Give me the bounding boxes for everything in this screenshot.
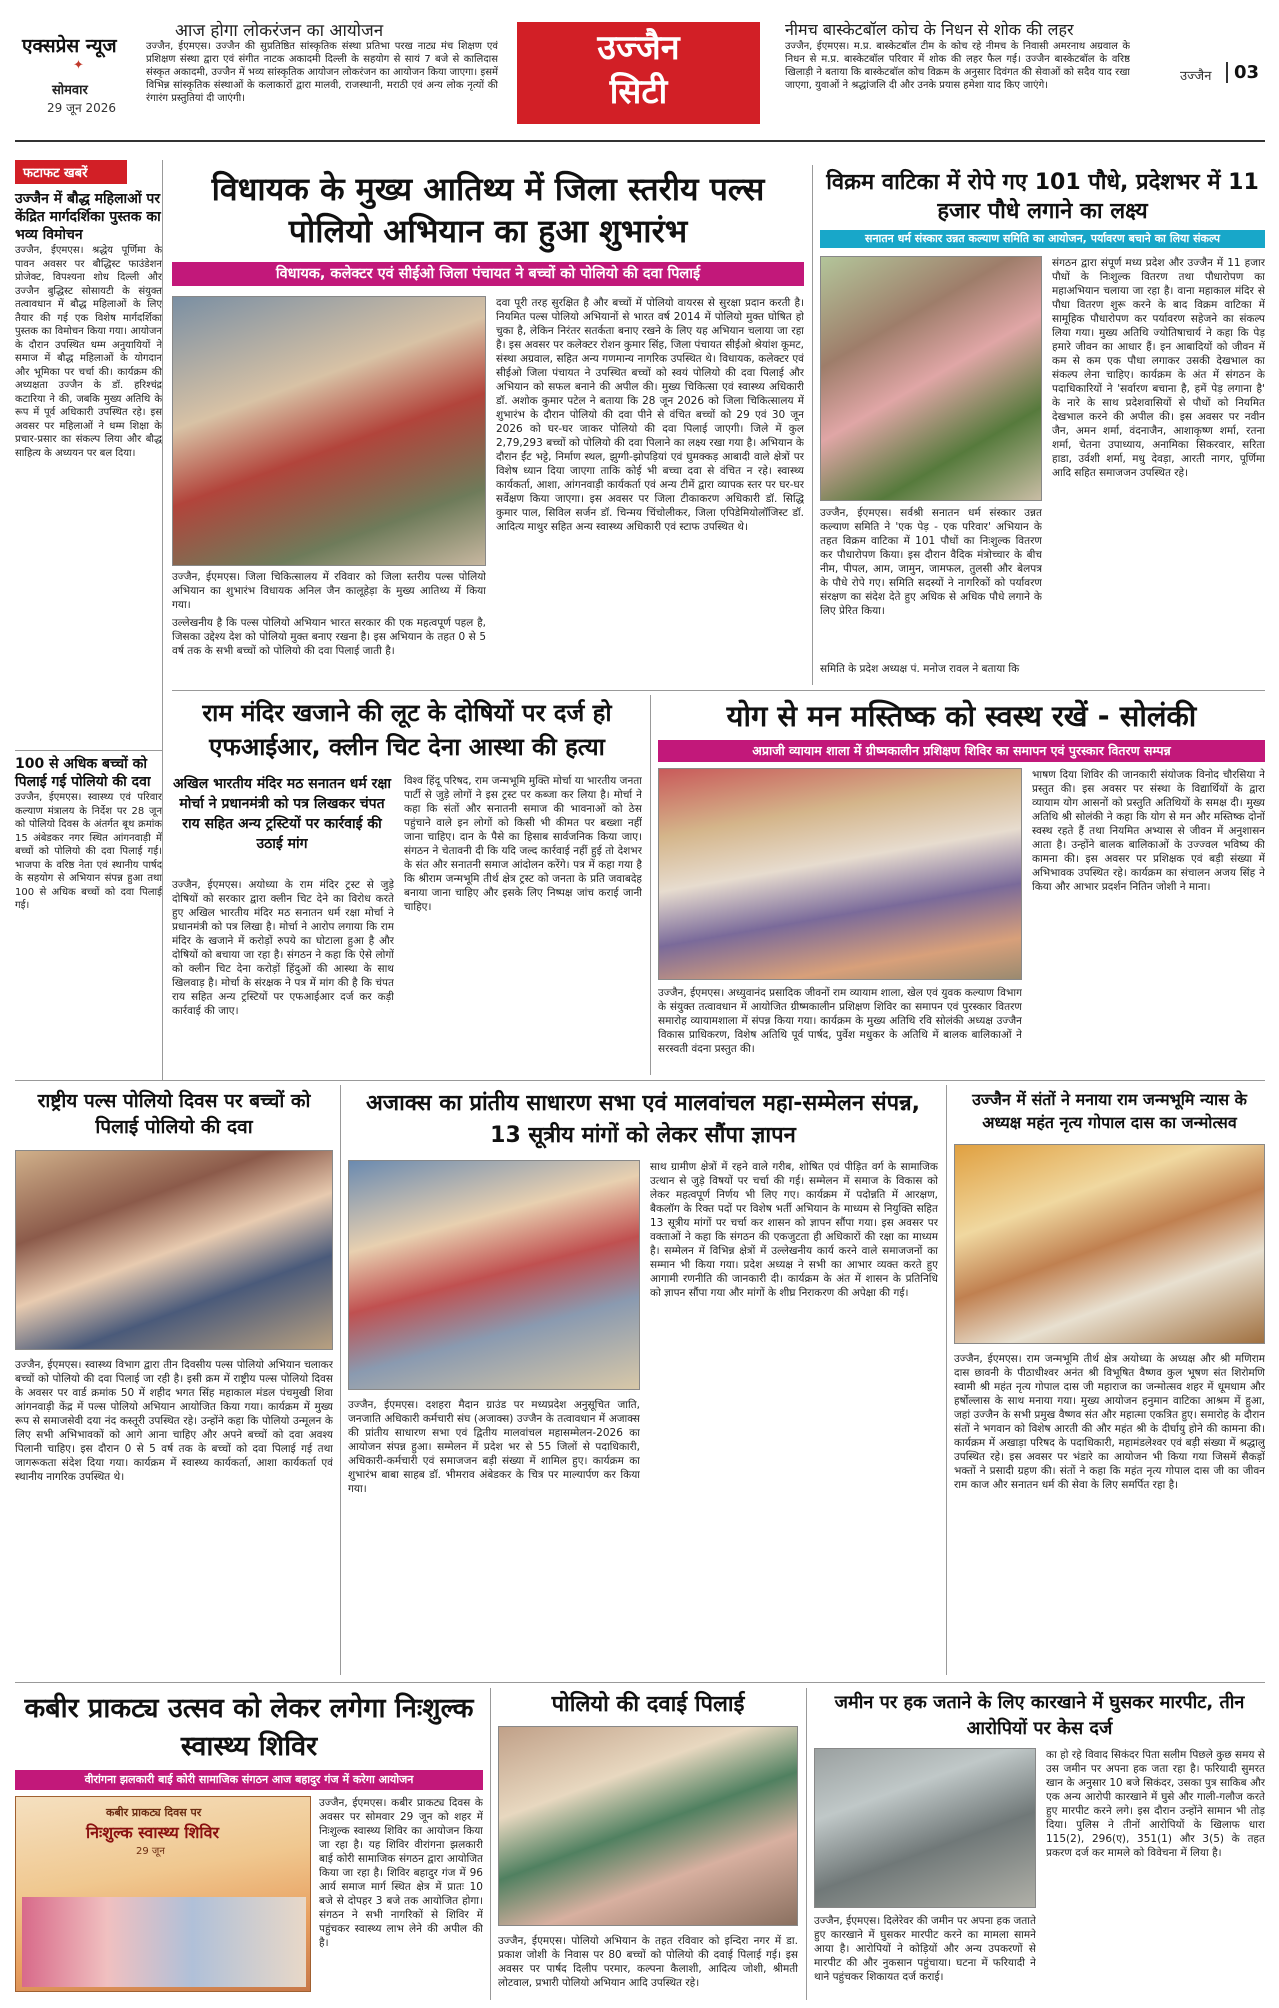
sidebar-story1-text: उज्जैन, ईएमएस। श्रद्धेय पूर्णिमा के पावन अवसर पर बौद्धिस्ट फाउंडेशन प्रोजेक्ट, विपश्यना शोध दिल्ली और उज्जैन बुद्धिस्ट सोसायटी के संयुक्त तत्वावधान में बौद्ध महिलाओं के लिए तैयार की गई एक विशेष मार्गदर्शिका पुस्तक का विमोचन किया गया। आयोजन के दौरान उपस्थित धम्म अनुयायियों ने समाज में बौद्ध महिलाओं के योगदान और भूमिका पर चर्चा की। कार्यक्रम की अध्यक्षता उज्जैन के डॉ. हरिश्चंद्र कटारिया ने की, जबकि मुख्य अतिथि के रूप में पूर्व अधिकारी उपस्थित रहे। इस अवसर पर महिलाओं ने धम्म शिक्षा के प्रचार-प्रसार का संकल्प लिया और बौद्ध साहित्य के अध्ययन पर बल दिया। — [15, 245, 162, 459]
sidebar-story1-title: उज्जैन में बौद्ध महिलाओं पर केंद्रित मार्गदर्शिका पुस्तक का भव्य विमोचन — [15, 191, 161, 243]
story-nritya-photo — [954, 1144, 1265, 1344]
kabir-banner-date: 29 जून — [136, 1846, 165, 1857]
story-ram-text-left: उज्जैन, ईएमएस। अयोध्या के राम मंदिर ट्रस्ट से जुड़े दोषियों को सरकार द्वारा क्लीन चिट देने का विरोध करते हुए अखिल भारतीय मंदिर मठ सनातन धर्म रक्षा मोर्चा ने प्रधानमंत्री को पत्र लिखा है। मोर्चा ने आरोप लगाया कि राम मंदिर के खजाने में करोड़ों रुपये का घोटाला हुआ है और दोषियों को बचाया जा रहा है। संगठन ने कहा कि ऐसे लोगों को क्लीन चिट देना करोड़ों हिंदुओं की आस्था के साथ खिलवाड़ है। मोर्चा के संरक्षक ने पत्र में मांग की है कि चंपत राय सहित अन्य ट्रस्टियों पर एफआईआर दर्ज कर कड़ी कार्रवाई की जाए। — [172, 879, 394, 1017]
story-yoga — [658, 696, 1265, 1076]
row-divider — [15, 1080, 1265, 1081]
story-land-text-right: का हो रहे विवाद सिकंदर पिता सलीम पिछले कुछ समय से उस जमीन पर अपना हक जता रहा है। फरियादी सुमरत खान के अनुसार 10 बजे सिकंदर, उसका पुत्र साकिब और एक अन्य आरोपी कारखाने में घुसे और गाली-गलौज करते हुए मारपीट करने लगे। इस दौरान उन्होंने सामान भी तोड़ दिया। पुलिस ने तीनों आरोपियों के खिलाफ धारा 115(2), 296(ए), 351(1) और 3(5) के तहत प्रकरण दर्ज कर मामले को विवेचना में लिया है। — [1046, 1749, 1265, 1859]
story-vatika-text-right: संगठन द्वारा संपूर्ण मध्य प्रदेश और उज्जैन में 11 हजार पौधों के निःशुल्क वितरण तथा पौधारोपण का महाअभियान चलाया जा रहा है। वाना महाकाल मंदिर से पौधा वितरण शुरू करने के बाद विक्रम वाटिका में सामूहिक पौधारोपण कर पर्यावरण सहेजने का संकल्प लिया गया। मुख्य अतिथि ज्योतिषाचार्य ने कहा कि पेड़ हमारे जीवन का आधार हैं। इन आबादियों को जीवन में कम से कम एक पौधा लगाकर उसकी देखभाल का संकल्प लेना चाहिए। कार्यक्रम के अंत में संगठन के पदाधिकारियों ने 'सर्वारण बचाना है, हमें पेड़ लगाना है' के नारे के साथ प्रदेशवासियों से पौधों को नियमित देखभाल करने की अपील की। इस अवसर पर नवीन जैन, अमन शर्मा, वंदनाजैन, आशाकृष्ण शर्मा, रतना शर्मा, चेतना उपाध्याय, अनामिका सिकरवार, सरिता हाडा, उर्वशी शर्मा, मधु देवड़ा, आरती नागर, पूर्णिमा आदि सहित समाजजन उपस्थित रहे। — [1052, 257, 1265, 479]
story-pulse-headline: राष्ट्रीय पल्स पोलियो दिवस पर बच्चों को पिलाई पोलियो की दवा — [37, 1090, 311, 1138]
story-drops — [498, 1690, 798, 2000]
row-divider — [15, 1682, 1265, 1683]
column-divider — [806, 1688, 807, 2000]
brand-star-icon: ✦ — [73, 58, 84, 73]
sidebar-tag: फटाफट खबरें — [15, 160, 127, 184]
story-drops-caption: उज्जैन, ईएमएस। पोलियो अभियान के तहत रविवार को इन्दिरा नगर में डा. प्रकाश जोशी के निवास पर 80 बच्चों को पोलियो की दवाई पिलाई गई। इस अवसर पर पार्षद दिलीप परमार, कल्पना कैलाशी, आदित्य जोशी, श्रीमती लोटवाल, प्रभारी पोलियो अभियान आदि उपस्थित रहे। — [498, 1935, 798, 1989]
story-vatika-caption2: समिति के प्रदेश अध्यक्ष पं. मनोज रावल ने बताया कि — [820, 663, 1020, 675]
story-land — [814, 1690, 1265, 2000]
page-number: 03 — [1226, 62, 1259, 83]
story-kabir-subhead: वीरांगना झलकारी बाई कोरी सामाजिक संगठन आज बहादुर गंज में करेगा आयोजन — [15, 1770, 483, 1790]
column-divider — [490, 1688, 491, 2000]
story-ram-headline: राम मंदिर खजाने की लूट के दोषियों पर दर्ज हो एफआईआर, क्लीन चिट देना आस्था की हत्या — [202, 699, 612, 761]
story-yoga-text-right: भाषण दिया शिविर की जानकारी संयोजक विनोद चौरसिया ने प्रस्तुत की। इस अवसर पर संस्था के विद्यार्थियों के द्वारा व्यायाम योग आसनों को प्रस्तुति अतिथियों के समक्ष दी। मुख्य अतिथि श्री सोलंकी ने कहा कि योग से मन और मस्तिष्क दोनों स्वस्थ रहते हैं तथा नियमित अभ्यास से जीवन में अनुशासन आता है। उन्होंने बालक बालिकाओं के उज्ज्वल भविष्य की कामना की। इस अवसर पर प्रशिक्षक एवं बड़ी संख्या में अभिभावक उपस्थित रहे। कार्यक्रम का संचालन अजय सिंह ने किया और आभार प्रदर्शन नितिन जोशी ने माना। — [1032, 769, 1265, 893]
kabir-banner-line: निःशुल्क स्वास्थ्य शिविर — [86, 1823, 220, 1842]
column-divider — [946, 1085, 947, 1675]
story-polio-text-right: दवा पूरी तरह सुरक्षित है और बच्चों में पोलियो वायरस से सुरक्षा प्रदान करती है। नियमित पल्स पोलियो अभियानों से भारत वर्ष 2014 में पोलियो मुक्त घोषित हो चुका है, लेकिन निरंतर सतर्कता बनाए रखने के लिए यह अभियान चलाया जा रहा है। इस अवसर पर कलेक्टर रोशन कुमार सिंह, जिला पंचायत सीईओ श्रेयांश कूमट, संस्था अग्रवाल, सहित अन्य गणमान्य नागरिक उपस्थित थे। विधायक, कलेक्टर एवं सीईओ जिला पंचायत ने उपस्थित बच्चों को स्वयं पोलियो की दवा पिलाई और अभियान को सफल बनाने की अपील की। मुख्य चिकित्सा एवं स्वास्थ्य अधिकारी डॉ. अशोक कुमार पटेल ने बताया कि 28 जून 2026 को जिला चिकित्सालय में शुभारंभ के दौरान पोलियो की दवा पीने से वंचित बच्चों को 29 एवं 30 जून 2026 को घर-घर जाकर पोलियो की दवा पिलाई जाएगी। जिले में कुल 2,79,293 बच्चों को पोलियो की दवा पिलाने का लक्ष्य रखा गया है। अभियान के दौरान ईंट भट्टे, निर्माण स्थल, झुग्गी-झोपड़ियां एवं घुमक्कड़ आबादी वाले क्षेत्रों पर विशेष ध्यान दिया जाएगा ताकि कोई भी बच्चा दवा से वंचित न रहे। स्वास्थ्य कार्यकर्ता, आशा, आंगनवाड़ी कार्यकर्ता एवं अन्य टीमें द्वारा व्यापक स्तर पर घर-घर सर्वेक्षण किया जाएगा। इस अवसर पर जिला टीकाकरण अधिकारी डॉ. सिद्धि कुमार पाल, सिविल सर्जन डॉ. चिन्मय चिंचोलीकर, जिला एपिडेमियोलॉजिस्ट डॉ. आदित्य माथुर सहित अन्य स्वास्थ्य अधिकारी एवं स्टाफ उपस्थित थे। — [496, 297, 804, 533]
story-polio-text-below: उल्लेखनीय है कि पल्स पोलियो अभियान भारत सरकार की एक महत्वपूर्ण पहल है, जिसका उद्देश्य देश को पोलियो मुक्त बनाए रखना है। इस अभियान के तहत 0 से 5 वर्ष तक के सभी बच्चों को पोलियो की दवा पिलाई जाती है। — [172, 617, 486, 657]
story-pulse-text: उज्जैन, ईएमएस। स्वास्थ्य विभाग द्वारा तीन दिवसीय पल्स पोलियो अभियान चलाकर बच्चों को पोलियो की दवा पिलाई जा रही है। इसी क्रम में राष्ट्रीय पल्स पोलियो दिवस के अवसर पर वार्ड क्रमांक 50 में शहीद भगत सिंह महाकाल मंडल पंचमुखी शिवा आंगनवाड़ी केंद्र में पल्स पोलियो अभियान आयोजित किया गया। कार्यक्रम में मुख्य रूप से समाजसेवी दया नंद कस्तूरी उपस्थित रहे। उन्होंने कहा कि पोलियो उन्मूलन के लिए सभी अभिभावकों को आगे आना चाहिए और अपने बच्चों को दवा अवश्य पिलानी चाहिए। इस दौरान 0 से 5 वर्ष तक के बच्चों को दवा पिलाई गई तथा जागरूकता संदेश दिया गया। कार्यक्रम में स्वास्थ्य कार्यकर्ता, आशा कार्यकर्ता एवं स्थानीय नागरिक उपस्थित थे। — [15, 1359, 333, 1483]
column-divider — [650, 695, 651, 1075]
story-nritya-headline: उज्जैन में संतों ने मनाया राम जन्मभूमि न्यास के अध्यक्ष महंत नृत्य गोपाल दास का जन्मोत्सव — [972, 1090, 1247, 1132]
story-pulse-photo — [15, 1150, 333, 1350]
story-yoga-headline: योग से मन मस्तिष्क को स्वस्थ रखें - सोलंकी — [726, 699, 1197, 733]
story-ram-text-right: विश्व हिंदू परिषद, राम जन्मभूमि मुक्ति मोर्चा या भारतीय जनता पार्टी से जुड़े लोगों ने इस ट्रस्ट पर कब्जा कर लिया है। मोर्चा ने कहा कि संतों और सनातनी समाज की भावनाओं को ठेस पहुंचाने वाले इन लोगों को किसी भी कीमत पर बख्शा नहीं जाना चाहिए। दान के पैसे का हिसाब सार्वजनिक किया जाए। संगठन ने चेतावनी दी कि यदि जल्द कार्रवाई नहीं हुई तो देशभर के संत और सनातनी समाज आंदोलन करेंगे। पत्र में कहा गया है कि श्रीराम जन्मभूमि तीर्थ क्षेत्र ट्रस्ट को जनता के प्रति जवाबदेह बनाया जाना चाहिए और इसके लिए निष्पक्ष जांच कराई जानी चाहिए। — [404, 775, 642, 913]
issue-day: सोमवार — [52, 83, 88, 98]
masthead — [0, 0, 1279, 160]
section-banner — [517, 22, 760, 124]
story-ram — [172, 696, 642, 1076]
left-teaser-text: उज्जैन, ईएमएस। उज्जैन की सुप्रतिष्ठित सांस्कृतिक संस्था प्रतिभा परख नाट्य मंच शिक्षण एवं प्रशिक्षण संस्था द्वारा एवं संगीत नाटक अकादमी दिल्ली के सहयोग से सायं 7 बजे से कालिदास संस्कृत अकादमी, उज्जैन में भव्य सांस्कृतिक आयोजन लोकरंजन का आयोजन किया जाएगा। इसमें विभिन्न सांस्कृतिक संस्थाओं के कलाकारों द्वारा मालवी, राजस्थानी, मराठी एवं अन्य लोक नृत्यों की रंगारंग प्रस्तुतियां दी जाएंगी। — [146, 41, 498, 104]
story-vatika — [820, 168, 1265, 688]
story-kabir-banner — [15, 1796, 311, 1992]
story-ajaks-headline: अजाक्स का प्रांतीय साधारण सभा एवं मालवांचल महा-सम्मेलन संपन्न, 13 सूत्रीय मांगों को लेकर सौंपा ज्ञापन — [365, 1091, 921, 1148]
kabir-banner-title: कबीर प्राकट्य दिवस पर — [106, 1806, 202, 1819]
sidebar-story2-text: उज्जैन, ईएमएस। स्वास्थ्य एवं परिवार कल्याण मंत्रालय के निर्देश पर 28 जून को पोलियो दिवस के अंतर्गत बूथ क्रमांक 15 अंबेडकर नगर स्थित आंगनवाड़ी में बच्चों को पोलियो की दवा पिलाई गई। भाजपा के वरिष्ठ नेता एवं स्थानीय पार्षद के सहयोग से अभियान संपन्न हुआ तथा 100 से अधिक बच्चों को दवा पिलाई गई। — [15, 792, 162, 911]
story-drops-headline: पोलियो की दवाई पिलाई — [551, 1692, 745, 1717]
story-kabir-text: उज्जैन, ईएमएस। कबीर प्राकट्य दिवस के अवसर पर सोमवार 29 जून को शहर में निःशुल्क स्वास्थ्य शिविर का आयोजन किया जा रहा है। यह शिविर वीरांगना झलकारी बाई कोरी सामाजिक संगठन द्वारा आयोजित किया जा रहा है। शिविर बहादुर गंज में 96 आर्य समाज मार्ग स्थित क्षेत्र में प्रातः 10 बजे से दोपहर 3 बजे तक आयोजित होगा। संगठन ने सभी नागरिकों से शिविर में पहुंचकर स्वास्थ्य लाभ लेने की अपील की है। — [319, 1797, 483, 1949]
story-pulse — [15, 1088, 333, 1678]
story-vatika-subhead: सनातन धर्म संस्कार उन्नत कल्याण समिति का आयोजन, पर्यावरण बचाने का लिया संकल्प — [820, 230, 1265, 248]
story-land-photo — [814, 1748, 1036, 1908]
story-land-caption: उज्जैन, ईएमएस। दिलेरेवर की जमीन पर अपना हक जताते हुए कारखाने में घुसकर मारपीट करने का मामला सामने आया है। आरोपियों ने कोड़ियों और अन्य उपकरणों से मारपीट की और नुकसान पहुंचाया। घटना में फरियादी ने थाने पहुंचकर शिकायत दर्ज कराई। — [814, 1915, 1036, 1983]
story-polio-subhead: विधायक, कलेक्टर एवं सीईओ जिला पंचायत ने बच्चों को पोलियो की दवा पिलाई — [172, 262, 804, 286]
sidebar — [15, 160, 163, 1080]
story-yoga-photo — [658, 768, 1022, 980]
story-ajaks-caption: उज्जैन, ईएमएस। दशहरा मैदान ग्राउंड पर मध्यप्रदेश अनुसूचित जाति, जनजाति अधिकारी कर्मचारी संघ (अजाक्स) उज्जैन के तत्वावधान में अजाक्स की प्रांतीय साधारण सभा एवं द्वितीय मालवांचल महासम्मेलन-2026 का आयोजन संपन्न हुआ। सम्मेलन में प्रदेश भर से 55 जिलों से पदाधिकारी, अधिकारी-कर्मचारी एवं समाजजन बड़ी संख्या में शामिल हुए। कार्यक्रम का शुभारंभ बाबा साहब डॉ. भीमराव अंबेडकर के चित्र पर माल्यार्पण कर किया गया। — [348, 1399, 640, 1495]
masthead-rule — [15, 140, 1265, 142]
section-subname: सिटी — [609, 72, 668, 112]
column-divider — [812, 165, 813, 685]
sidebar-story2-title: 100 से अधिक बच्चों को पिलाई गई पोलियो की दवा — [15, 750, 162, 791]
page-section-label: उज्जैन — [1180, 69, 1212, 84]
story-ajaks-text-right: साथ ग्रामीण क्षेत्रों में रहने वाले गरीब, शोषित एवं पीड़ित वर्ग के सामाजिक उत्थान से जुड़े विषयों पर चर्चा की गई। सम्मेलन में समाज के विकास को लेकर महत्वपूर्ण निर्णय भी लिए गए। कार्यक्रम में पदोन्नति में आरक्षण, बैकलॉग के रिक्त पदों पर विशेष भर्ती अभियान के माध्यम से नियुक्ति सहित 13 सूत्रीय मांगों पर चर्चा कर शासन को ज्ञापन सौंपा गया। इस अवसर पर वक्ताओं ने कहा कि संगठन की एकजुटता ही अधिकारों की रक्षा का माध्यम है। सम्मेलन में विभिन्न क्षेत्रों में उल्लेखनीय कार्य करने वाले समाजजनों का सम्मान भी किया गया। प्रदेश अध्यक्ष ने सभी का आभार व्यक्त करते हुए आगामी रणनीति की जानकारी दी। कार्यक्रम के अंत में शासन के प्रतिनिधि को ज्ञापन सौंपा गया और मांगों के शीघ्र निराकरण की अपेक्षा की गई। — [650, 1161, 938, 1299]
story-yoga-subhead: अप्राजी व्यायाम शाला में ग्रीष्मकालीन प्रशिक्षण शिविर का समापन एवं पुरस्कार वितरण सम्पन्न — [658, 740, 1265, 762]
story-vatika-photo — [820, 256, 1042, 501]
right-teaser-text: उज्जैन, ईएमएस। म.प्र. बास्केटबॉल टीम के कोच रहे नीमच के निवासी अमरनाथ अग्रवाल के निधन से म.प्र. बास्केटबॉल परिवार में शोक की लहर फैल गई। उज्जैन बास्केटबॉल के वरिष्ठ खिलाड़ी ने बताया कि बास्केटबॉल कोच विक्रम के अनुसार दिवंगत की सेवाओं को सदैव याद रखा जाएगा, युवाओं ने श्रद्धांजलि दी और उनके प्रयास हमेशा याद किए जाएंगे। — [785, 41, 1130, 91]
story-drops-photo — [498, 1726, 798, 1926]
story-polio-photo — [172, 296, 486, 566]
brand-logo: एक्सप्रेस न्यूज — [22, 35, 117, 57]
story-polio-headline: विधायक के मुख्य आतिथ्य में जिला स्तरीय पल्स पोलियो अभियान का हुआ शुभारंभ — [211, 170, 765, 250]
story-ram-deck: अखिल भारतीय मंदिर मठ सनातन धर्म रक्षा मोर्चा ने प्रधानमंत्री को पत्र लिखकर चंपत राय सहित अन्य ट्रस्टियों पर कार्रवाई की उठाई मांग — [172, 776, 392, 852]
story-kabir — [15, 1690, 483, 2000]
story-nritya — [954, 1088, 1265, 1678]
story-nritya-text: उज्जैन, ईएमएस। राम जन्मभूमि तीर्थ क्षेत्र अयोध्या के अध्यक्ष और श्री मणिराम दास छावनी के पीठाधीश्वर अनंत श्री विभूषित वैष्णव कुल भूषण संत शिरोमणि स्वामी श्री महंत नृत्य गोपाल दास जी महाराज का जन्मोत्सव शहर में धूमधाम और हर्षोल्लास के साथ मनाया गया। मुख्य आयोजन हनुमान वाटिका आश्रम में हुआ, जहां उज्जैन के सभी प्रमुख वैष्णव संत और महात्मा एकत्रित हुए। समारोह के दौरान संतों ने भगवान को विशेष आरती की और महंत श्री के दीर्घायु होने की कामना की। कार्यक्रम में अखाड़ा परिषद के पदाधिकारी, महामंडलेश्वर एवं बड़ी संख्या में श्रद्धालु उपस्थित रहे। इस अवसर पर भंडारे का आयोजन भी किया गया जिसमें सैकड़ों भक्तों ने प्रसादी ग्रहण की। संतों ने कहा कि महंत नृत्य गोपाल दास जी का जीवन राम काज और सनातन धर्म की सेवा के लिए समर्पित रहा है। — [954, 1353, 1265, 1491]
story-yoga-caption: उज्जैन, ईएमएस। अध्युवानंद प्रसादिक जीवनों राम व्यायाम शाला, खेल एवं युवक कल्याण विभाग के संयुक्त तत्वावधान में आयोजित ग्रीष्मकालीन प्रशिक्षण शिविर का समापन एवं पुरस्कार वितरण समारोह व्यायामशाला में संपन्न किया गया। कार्यक्रम के मुख्य अतिथि रवि सोलंकी अध्यक्ष उज्जैन विकास प्राधिकरण, विशेष अतिथि पूर्व पार्षद, पुर्वेश मधुकर के अतिथि में बालक बालिकाओं ने सरस्वती वंदना प्रस्तुत की। — [658, 987, 1022, 1055]
section-name: उज्जैन — [597, 28, 680, 68]
story-land-headline: जमीन पर हक जताने के लिए कारखाने में घुसकर मारपीट, तीन आरोपियों पर केस दर्ज — [834, 1692, 1245, 1739]
story-ajaks — [348, 1088, 938, 1678]
row-divider — [172, 690, 1265, 691]
left-teaser-title: आज होगा लोकरंजन का आयोजन — [175, 21, 384, 41]
column-divider — [340, 1085, 341, 1675]
story-kabir-headline: कबीर प्राकट्य उत्सव को लेकर लगेगा निःशुल्क स्वास्थ्य शिविर — [24, 1693, 474, 1762]
kabir-banner-people — [22, 1897, 306, 1987]
story-vatika-headline: विक्रम वाटिका में रोपे गए 101 पौधे, प्रदेशभर में 11 हजार पौधे लगाने का लक्ष्य — [826, 170, 1259, 224]
issue-date: 29 जून 2026 — [47, 101, 117, 115]
story-polio-caption: उज्जैन, ईएमएस। जिला चिकित्सालय में रविवार को जिला स्तरीय पल्स पोलियो अभियान का शुभारंभ विधायक अनिल जैन कालूहेड़ा के मुख्य आतिथ्य में किया गया। — [172, 571, 486, 611]
story-ajaks-photo — [348, 1160, 640, 1390]
right-teaser-title: नीमच बास्केटबॉल कोच के निधन से शोक की लहर — [785, 20, 1074, 39]
story-polio — [172, 168, 804, 688]
story-vatika-caption: उज्जैन, ईएमएस। सर्वश्री सनातन धर्म संस्कार उन्नत कल्याण समिति ने 'एक पेड़ - एक परिवार' अभियान के तहत विक्रम वाटिका में 101 पौधों का निःशुल्क वितरण कर पौधारोपण किया। इस दौरान वैदिक मंत्रोच्चार के बीच नीम, पीपल, आम, जामुन, जामफल, तुलसी और बेलपत्र के पौधे रोपे गए। समिति सदस्यों ने नागरिकों को पर्यावरण संरक्षण का संदेश देते हुए अधिक से अधिक पौधे लगाने के लिए प्रेरित किया। — [820, 507, 1042, 617]
